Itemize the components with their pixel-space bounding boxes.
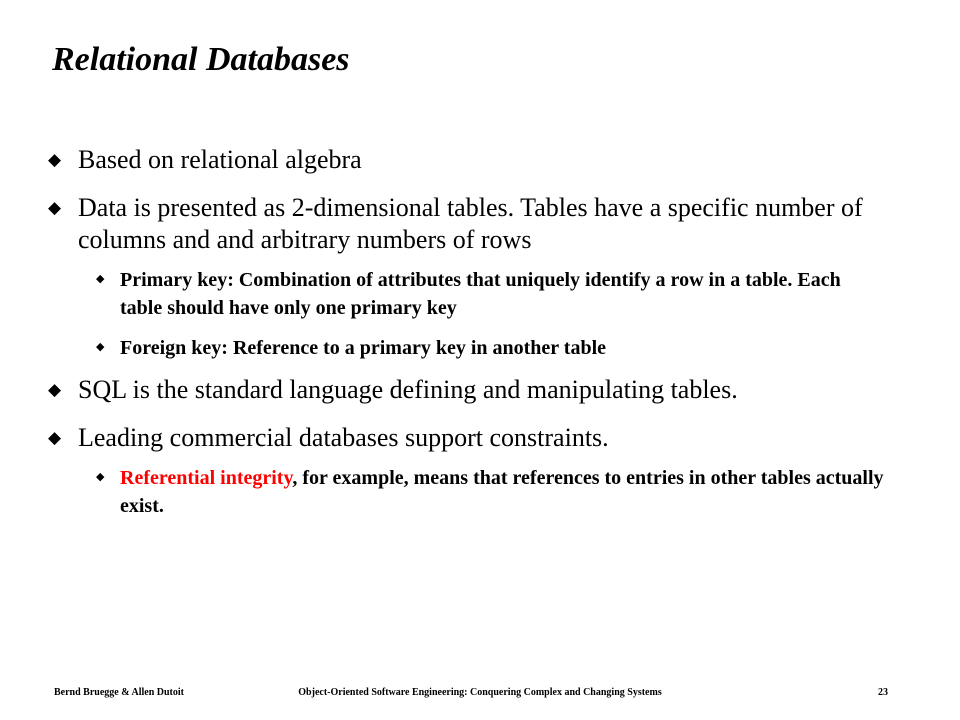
diamond-sub-bullet-icon: ◆ <box>96 471 105 483</box>
diamond-bullet-icon: ◆ <box>48 198 62 217</box>
slide-title: Relational Databases <box>52 41 350 78</box>
sub-bullet-primary-key <box>96 266 886 322</box>
sub-bullet-text: Foreign key: Reference to a primary key in another table <box>120 337 607 359</box>
footer-book-title: Object-Oriented Software Engineering: Conquering Complex and Changing Systems <box>298 687 662 698</box>
bullet-tables <box>48 192 908 256</box>
diamond-sub-bullet-icon: ◆ <box>96 273 105 285</box>
sub-bullet-text: Primary key: Combination of attributes that uniquely identify a row in a table. Each table should have only one primary key <box>120 269 841 319</box>
highlight-term: Referential integrity <box>120 467 293 489</box>
footer-authors: Bernd Bruegge & Allen Dutoit <box>54 687 184 698</box>
bullet-text: Based on relational algebra <box>78 145 362 174</box>
bullet-constraints <box>48 422 908 454</box>
sub-bullet-foreign-key <box>96 334 886 362</box>
diamond-sub-bullet-icon: ◆ <box>96 341 105 353</box>
sub-bullet-text <box>120 464 886 520</box>
diamond-bullet-icon: ◆ <box>48 150 62 169</box>
bullet-text: SQL is the standard language defining and manipulating tables. <box>78 375 738 404</box>
bullet-sql <box>48 374 908 406</box>
diamond-bullet-icon: ◆ <box>48 428 62 447</box>
footer-page-number: 23 <box>878 687 888 698</box>
bullet-text: Leading commercial databases support constraints. <box>78 423 609 452</box>
sub-bullet-referential-integrity <box>96 464 886 520</box>
bullet-text: Data is presented as 2-dimensional tables. Tables have a specific number of columns and and arbitrary numbers of rows <box>78 193 863 254</box>
bullet-relational-algebra <box>48 144 908 176</box>
diamond-bullet-icon: ◆ <box>48 380 62 399</box>
sub-bullet-rest: , for example, means that references to entries in other tables actually exist. <box>120 467 884 517</box>
